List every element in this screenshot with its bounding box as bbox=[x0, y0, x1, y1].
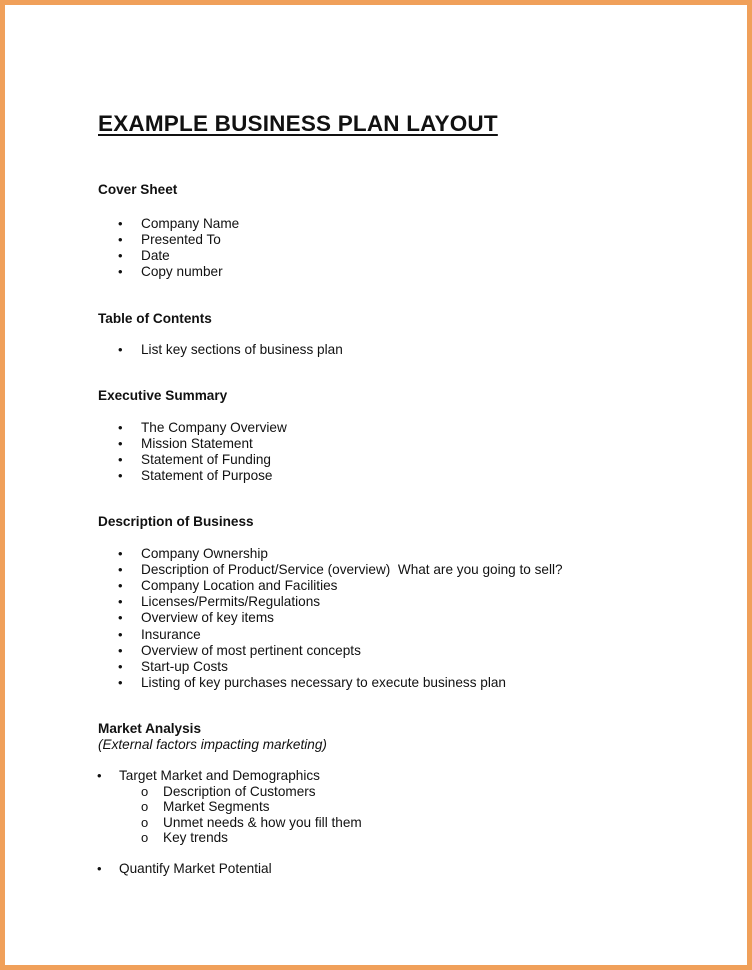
list-item: Description of Product/Service (overview) What are you going to sell? bbox=[141, 562, 563, 577]
bullet-icon: • bbox=[118, 594, 123, 609]
list-item: Overview of key items bbox=[141, 610, 274, 625]
list-item: Start-up Costs bbox=[141, 659, 228, 674]
sub-list-item: Unmet needs & how you fill them bbox=[163, 815, 362, 830]
bullet-icon: • bbox=[118, 610, 123, 625]
sub-bullet-icon: o bbox=[141, 799, 149, 814]
bullet-icon: • bbox=[118, 452, 123, 467]
list-item: Presented To bbox=[141, 232, 221, 247]
list-item: Quantify Market Potential bbox=[119, 861, 272, 876]
bullet-icon: • bbox=[118, 420, 123, 435]
section-heading-description-of-business: Description of Business bbox=[98, 514, 254, 529]
bullet-icon: • bbox=[118, 546, 123, 561]
list-item: Statement of Purpose bbox=[141, 468, 273, 483]
list-item: Overview of most pertinent concepts bbox=[141, 643, 361, 658]
bullet-icon: • bbox=[118, 578, 123, 593]
section-heading-cover-sheet: Cover Sheet bbox=[98, 182, 178, 197]
sub-list-item: Description of Customers bbox=[163, 784, 316, 799]
list-item: The Company Overview bbox=[141, 420, 287, 435]
bullet-icon: • bbox=[118, 675, 123, 690]
sub-bullet-icon: o bbox=[141, 784, 149, 799]
list-item: Date bbox=[141, 248, 170, 263]
bullet-icon: • bbox=[118, 436, 123, 451]
list-item: Statement of Funding bbox=[141, 452, 271, 467]
bullet-icon: • bbox=[97, 768, 102, 783]
list-item: Insurance bbox=[141, 627, 201, 642]
list-item: Company Ownership bbox=[141, 546, 268, 561]
list-item: Company Location and Facilities bbox=[141, 578, 338, 593]
list-item: Company Name bbox=[141, 216, 240, 231]
section-heading-table-of-contents: Table of Contents bbox=[98, 311, 212, 326]
sub-bullet-icon: o bbox=[141, 815, 149, 830]
section-heading-market-analysis: Market Analysis bbox=[98, 721, 202, 736]
bullet-icon: • bbox=[118, 627, 123, 642]
bullet-icon: • bbox=[118, 562, 123, 577]
section-subtitle: (External factors impacting marketing) bbox=[98, 737, 327, 752]
bullet-icon: • bbox=[118, 659, 123, 674]
list-item: Target Market and Demographics bbox=[119, 768, 320, 783]
bullet-icon: • bbox=[97, 861, 102, 876]
list-item: List key sections of business plan bbox=[141, 342, 343, 357]
bullet-icon: • bbox=[118, 216, 123, 231]
bullet-icon: • bbox=[118, 468, 123, 483]
sub-bullet-icon: o bbox=[141, 830, 149, 845]
bullet-icon: • bbox=[118, 643, 123, 658]
bullet-icon: • bbox=[118, 264, 123, 279]
sub-list-item: Market Segments bbox=[163, 799, 270, 814]
list-item: Listing of key purchases necessary to execute business plan bbox=[141, 675, 506, 690]
list-item: Copy number bbox=[141, 264, 223, 279]
bullet-icon: • bbox=[118, 248, 123, 263]
bullet-icon: • bbox=[118, 342, 123, 357]
list-item: Licenses/Permits/Regulations bbox=[141, 594, 321, 609]
bullet-icon: • bbox=[118, 232, 123, 247]
section-heading-executive-summary: Executive Summary bbox=[98, 388, 228, 403]
document-title: EXAMPLE BUSINESS PLAN LAYOUT bbox=[98, 111, 498, 136]
sub-list-item: Key trends bbox=[163, 830, 228, 845]
list-item: Mission Statement bbox=[141, 436, 253, 451]
